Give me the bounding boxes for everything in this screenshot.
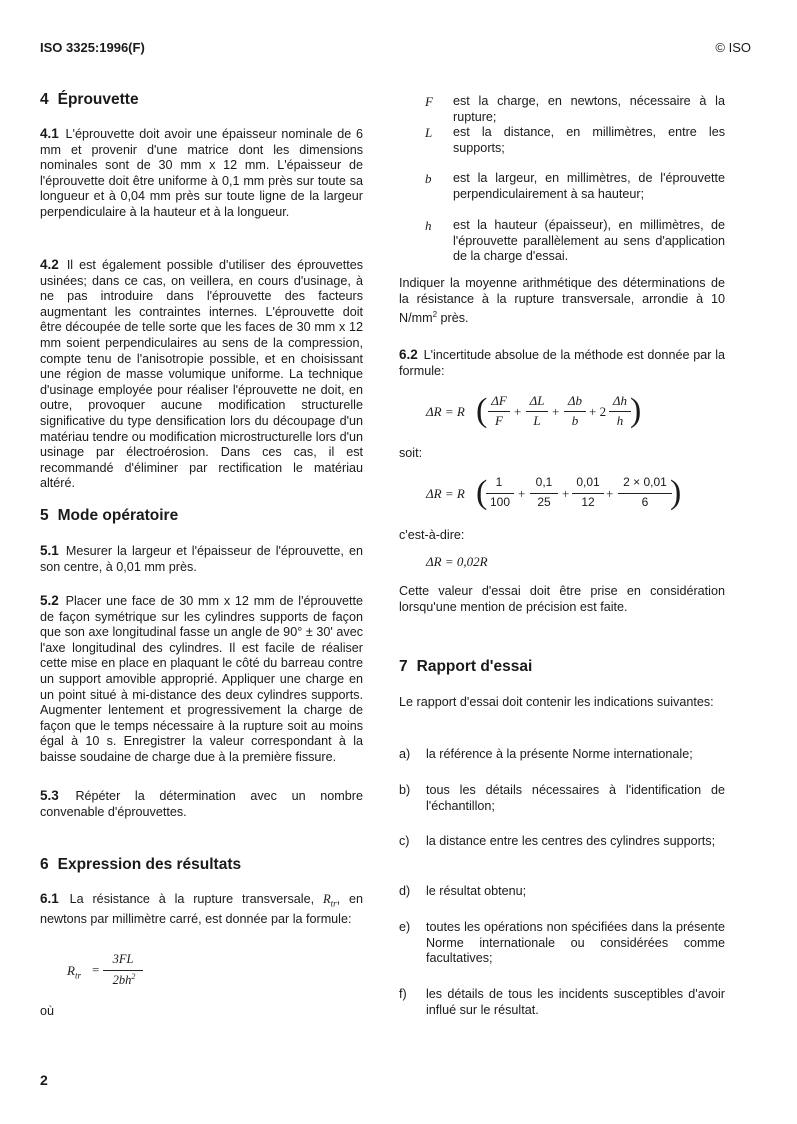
list-item bbox=[399, 920, 725, 968]
paragraph-text: Mesurer la largeur et l'épaisseur de l'éprouvette, en son centre, à 0,01 mm près. bbox=[40, 544, 363, 574]
fraction-bar bbox=[488, 411, 510, 412]
list-text: la distance entre les centres des cylindres supports; bbox=[426, 834, 716, 848]
list-text: toutes les opérations non spécifiées dans la présente Norme internationale ou considérées comme facultatives; bbox=[426, 920, 725, 966]
section-number: 7 bbox=[399, 658, 408, 675]
term4-numerator: 2 × 0,01 bbox=[623, 475, 667, 489]
paragraph-6-1 bbox=[40, 891, 363, 928]
definition-L bbox=[399, 125, 725, 157]
list-item bbox=[399, 783, 725, 815]
section-title: Rapport d'essai bbox=[416, 658, 533, 675]
definition-text: est la charge, en newtons, nécessaire à la rupture; bbox=[453, 94, 725, 124]
fraction-bar bbox=[564, 411, 586, 412]
plus-sign: + bbox=[552, 404, 560, 419]
definition-symbol: F bbox=[425, 94, 433, 109]
formula-denominator-exponent: 2 bbox=[131, 972, 136, 981]
list-text: la référence à la présente Norme internationale; bbox=[426, 747, 693, 761]
clause-number: 4.1 bbox=[40, 126, 59, 141]
formula-numeric bbox=[426, 474, 682, 516]
mean-text-main: Indiquer la moyenne arithmétique des déterminations de la résistance à la rupture transversale, arrondie à 10 N/mm bbox=[399, 276, 725, 326]
mean-text bbox=[399, 276, 725, 327]
fraction-bar bbox=[103, 970, 143, 971]
definition-text: est la distance, en millimètres, entre les supports; bbox=[453, 125, 725, 155]
term3-denominator: b bbox=[571, 413, 579, 428]
left-paren: ( bbox=[476, 392, 488, 429]
mean-paragraph bbox=[399, 276, 725, 327]
fraction-bar bbox=[609, 411, 631, 412]
term2-denominator: L bbox=[533, 413, 541, 428]
paragraph-text: La résistance à la rupture transversale, bbox=[69, 892, 315, 906]
term1-numerator: ΔF bbox=[491, 393, 507, 408]
term4-numerator: Δh bbox=[612, 393, 628, 408]
paragraph-text: L'incertitude absolue de la méthode est donnée par la formule: bbox=[399, 348, 725, 378]
report-intro-text: Le rapport d'essai doit contenir les indications suivantes: bbox=[399, 695, 714, 709]
definition-symbol: h bbox=[425, 218, 432, 233]
symbol-r: R bbox=[322, 892, 331, 906]
definition-b bbox=[399, 171, 725, 203]
paragraph-5-3 bbox=[40, 788, 363, 820]
formula-lhs: ΔR = R bbox=[426, 404, 465, 419]
paragraph-6-2-text bbox=[399, 347, 725, 379]
term2-numerator: ΔL bbox=[529, 393, 545, 408]
definition-h bbox=[399, 218, 725, 266]
unit-exponent: 2 bbox=[432, 310, 438, 320]
definition-text: est la hauteur (épaisseur), en millimètres, de l'éprouvette parallèlement au sens d'application de la charge d'essai. bbox=[453, 218, 725, 264]
section-title: Expression des résultats bbox=[57, 856, 242, 873]
term3-numerator: 0,01 bbox=[576, 475, 600, 489]
paragraph-text: Il est également possible d'utiliser des éprouvettes usinées; dans ce cas, on veillera, en cours d'usinage, à ne pas introduire dans l'éprouvette des facteurs augmentant les contraintes internes. L'éprouvette doit être découpée de telle sorte que les faces de 30 mm x 12 mm soient perpendiculaires au sens de la compression, compte tenu de l'anisotropie possible, et en choisissant une région de masse volumique uniforme. La technique d'usinage employée pour réaliser l'éprouvette ne doit, en outre, provoquer aucune modification structurelle significative du type densification lors du découpage d'un matériau tendre ou modification microstructurelle lors d'un usinage par électroérosion. Dans ces cas, il est recommandé d'éliminer par rectification le matériau altéré. bbox=[40, 258, 363, 491]
paragraph-4-2 bbox=[40, 257, 363, 492]
section-number: 5 bbox=[40, 507, 49, 524]
list-item bbox=[399, 884, 725, 902]
clause-number: 5.1 bbox=[40, 543, 59, 558]
formula-denominator-text: 2bh bbox=[112, 973, 132, 988]
term1-numerator: 1 bbox=[495, 475, 503, 489]
paragraph-5-2 bbox=[40, 593, 363, 766]
paragraph-4-1 bbox=[40, 126, 363, 221]
formula-lhs: ΔR = R bbox=[426, 486, 465, 501]
formula-result: ΔR = 0,02R bbox=[426, 554, 488, 569]
term1-denominator: F bbox=[495, 413, 503, 428]
list-label: e) bbox=[399, 920, 411, 934]
fraction-bar bbox=[618, 493, 672, 494]
plus-sign: + bbox=[606, 486, 614, 501]
term4-denominator: h bbox=[616, 413, 624, 428]
list-text: les détails de tous les incidents susceptibles d'avoir influé sur le résultat. bbox=[426, 987, 725, 1017]
plus-sign: + bbox=[562, 486, 570, 501]
paragraph-text: Placer une face de 30 mm x 12 mm de l'éprouvette de façon symétrique sur les cylindres supports de façon que son axe longitudinal fasse un angle de 90° ± 30' avec l'axe longitudinal des cylindres. Il est facile de réaliser cette mise en place en plaquant le côté du barreau contre un support amovible approprié. Appliquer une charge en un point situé à mi-distance des deux cylindres supports. Augmenter lentement et progressivement la charge de façon que le temps nécessaire à la rupture soit au moins égal à 10 s. Enregistrer la valeur correspondant à la baisse soudaine de charge due à la première fissure. bbox=[40, 594, 363, 764]
formula-uncertainty bbox=[426, 392, 642, 434]
term3-denominator: 12 bbox=[581, 495, 595, 509]
section-number: 4 bbox=[40, 91, 49, 108]
section-number: 6 bbox=[40, 856, 49, 873]
section-5-heading bbox=[40, 508, 178, 524]
term4-denominator: 6 bbox=[641, 495, 649, 509]
list-text: le résultat obtenu; bbox=[426, 884, 527, 898]
clause-number: 5.2 bbox=[40, 593, 59, 608]
section-title: Éprouvette bbox=[57, 91, 139, 108]
definition-symbol: L bbox=[425, 125, 433, 140]
term2-numerator: 0,1 bbox=[535, 475, 553, 489]
list-item bbox=[399, 747, 725, 765]
cad-label: c'est-à-dire: bbox=[399, 528, 465, 542]
mean-text-end: près. bbox=[437, 311, 469, 326]
paragraph-text: L'éprouvette doit avoir une épaisseur nominale de 6 mm et provenir d'une matrice dont les dimensions nominales sont de 30 mm x 12 mm. L'épaisseur de l'éprouvette doit être uniforme à 0,1 mm près sur toute sa longueur et à 0,04 mm près sur toute ligne de la largeur perpendiculaire à la hauteur et à la longueur. bbox=[40, 127, 363, 219]
list-label: f) bbox=[399, 987, 407, 1001]
right-paren: ) bbox=[630, 392, 642, 429]
term1-denominator: 100 bbox=[489, 495, 511, 509]
equals-sign: = bbox=[92, 962, 100, 977]
clause-number: 4.2 bbox=[40, 257, 59, 272]
definition-text: est la largeur, en millimètres, de l'éprouvette perpendiculairement à sa hauteur; bbox=[453, 171, 725, 201]
report-intro bbox=[399, 695, 725, 711]
right-paren: ) bbox=[670, 474, 682, 511]
paragraph-text: Répéter la détermination avec un nombre convenable d'éprouvettes. bbox=[40, 789, 364, 819]
paragraph-text-cont: , en newtons par millimètre carré, est donnée par la formule: bbox=[40, 892, 364, 927]
formula-lhs-subscript: tr bbox=[74, 970, 81, 981]
clause-number: 6.2 bbox=[399, 347, 418, 362]
definition-symbol: b bbox=[425, 171, 432, 186]
list-text: tous les détails nécessaires à l'identification de l'échantillon; bbox=[426, 783, 725, 813]
list-item bbox=[399, 834, 725, 866]
definition-F bbox=[399, 94, 725, 126]
symbol-subscript: tr bbox=[330, 898, 337, 909]
fraction-bar bbox=[572, 493, 604, 494]
fraction-bar bbox=[526, 411, 548, 412]
left-paren: ( bbox=[476, 474, 488, 511]
list-label: a) bbox=[399, 747, 411, 761]
soit-label: soit: bbox=[399, 446, 423, 460]
section-4-heading bbox=[40, 92, 139, 108]
formula-lhs bbox=[67, 963, 81, 981]
term3-numerator: Δb bbox=[567, 393, 583, 408]
fraction-bar bbox=[486, 493, 514, 494]
paragraph-6-2 bbox=[399, 347, 725, 379]
clause-number: 6.1 bbox=[40, 891, 59, 906]
plus-sign: + bbox=[518, 486, 526, 501]
clause-number: 5.3 bbox=[40, 788, 59, 803]
plus-sign: + bbox=[514, 404, 522, 419]
formula-lhs-symbol: R bbox=[67, 963, 75, 978]
valeur-text: Cette valeur d'essai doit être prise en considération lorsqu'une mention de précision est faite. bbox=[399, 584, 725, 614]
list-label: c) bbox=[399, 834, 410, 848]
term2-denominator: 25 bbox=[537, 495, 551, 509]
paragraph-5-1 bbox=[40, 543, 363, 575]
document-id: ISO 3325:1996(F) bbox=[40, 40, 145, 55]
formula-denominator bbox=[105, 972, 143, 988]
page-number: 2 bbox=[40, 1072, 48, 1088]
section-7-heading bbox=[399, 658, 532, 676]
valeur-paragraph bbox=[399, 584, 725, 615]
section-6-heading bbox=[40, 857, 241, 873]
formula-transverse-strength bbox=[67, 952, 147, 992]
section-title: Mode opératoire bbox=[57, 507, 179, 524]
copyright-mark: © ISO bbox=[715, 40, 751, 55]
coefficient: + 2 bbox=[589, 404, 607, 419]
list-item bbox=[399, 987, 725, 1019]
ou-label: où bbox=[40, 1004, 55, 1018]
list-label: d) bbox=[399, 884, 411, 898]
fraction-bar bbox=[530, 493, 558, 494]
list-label: b) bbox=[399, 783, 411, 797]
formula-numerator: 3FL bbox=[112, 952, 134, 966]
